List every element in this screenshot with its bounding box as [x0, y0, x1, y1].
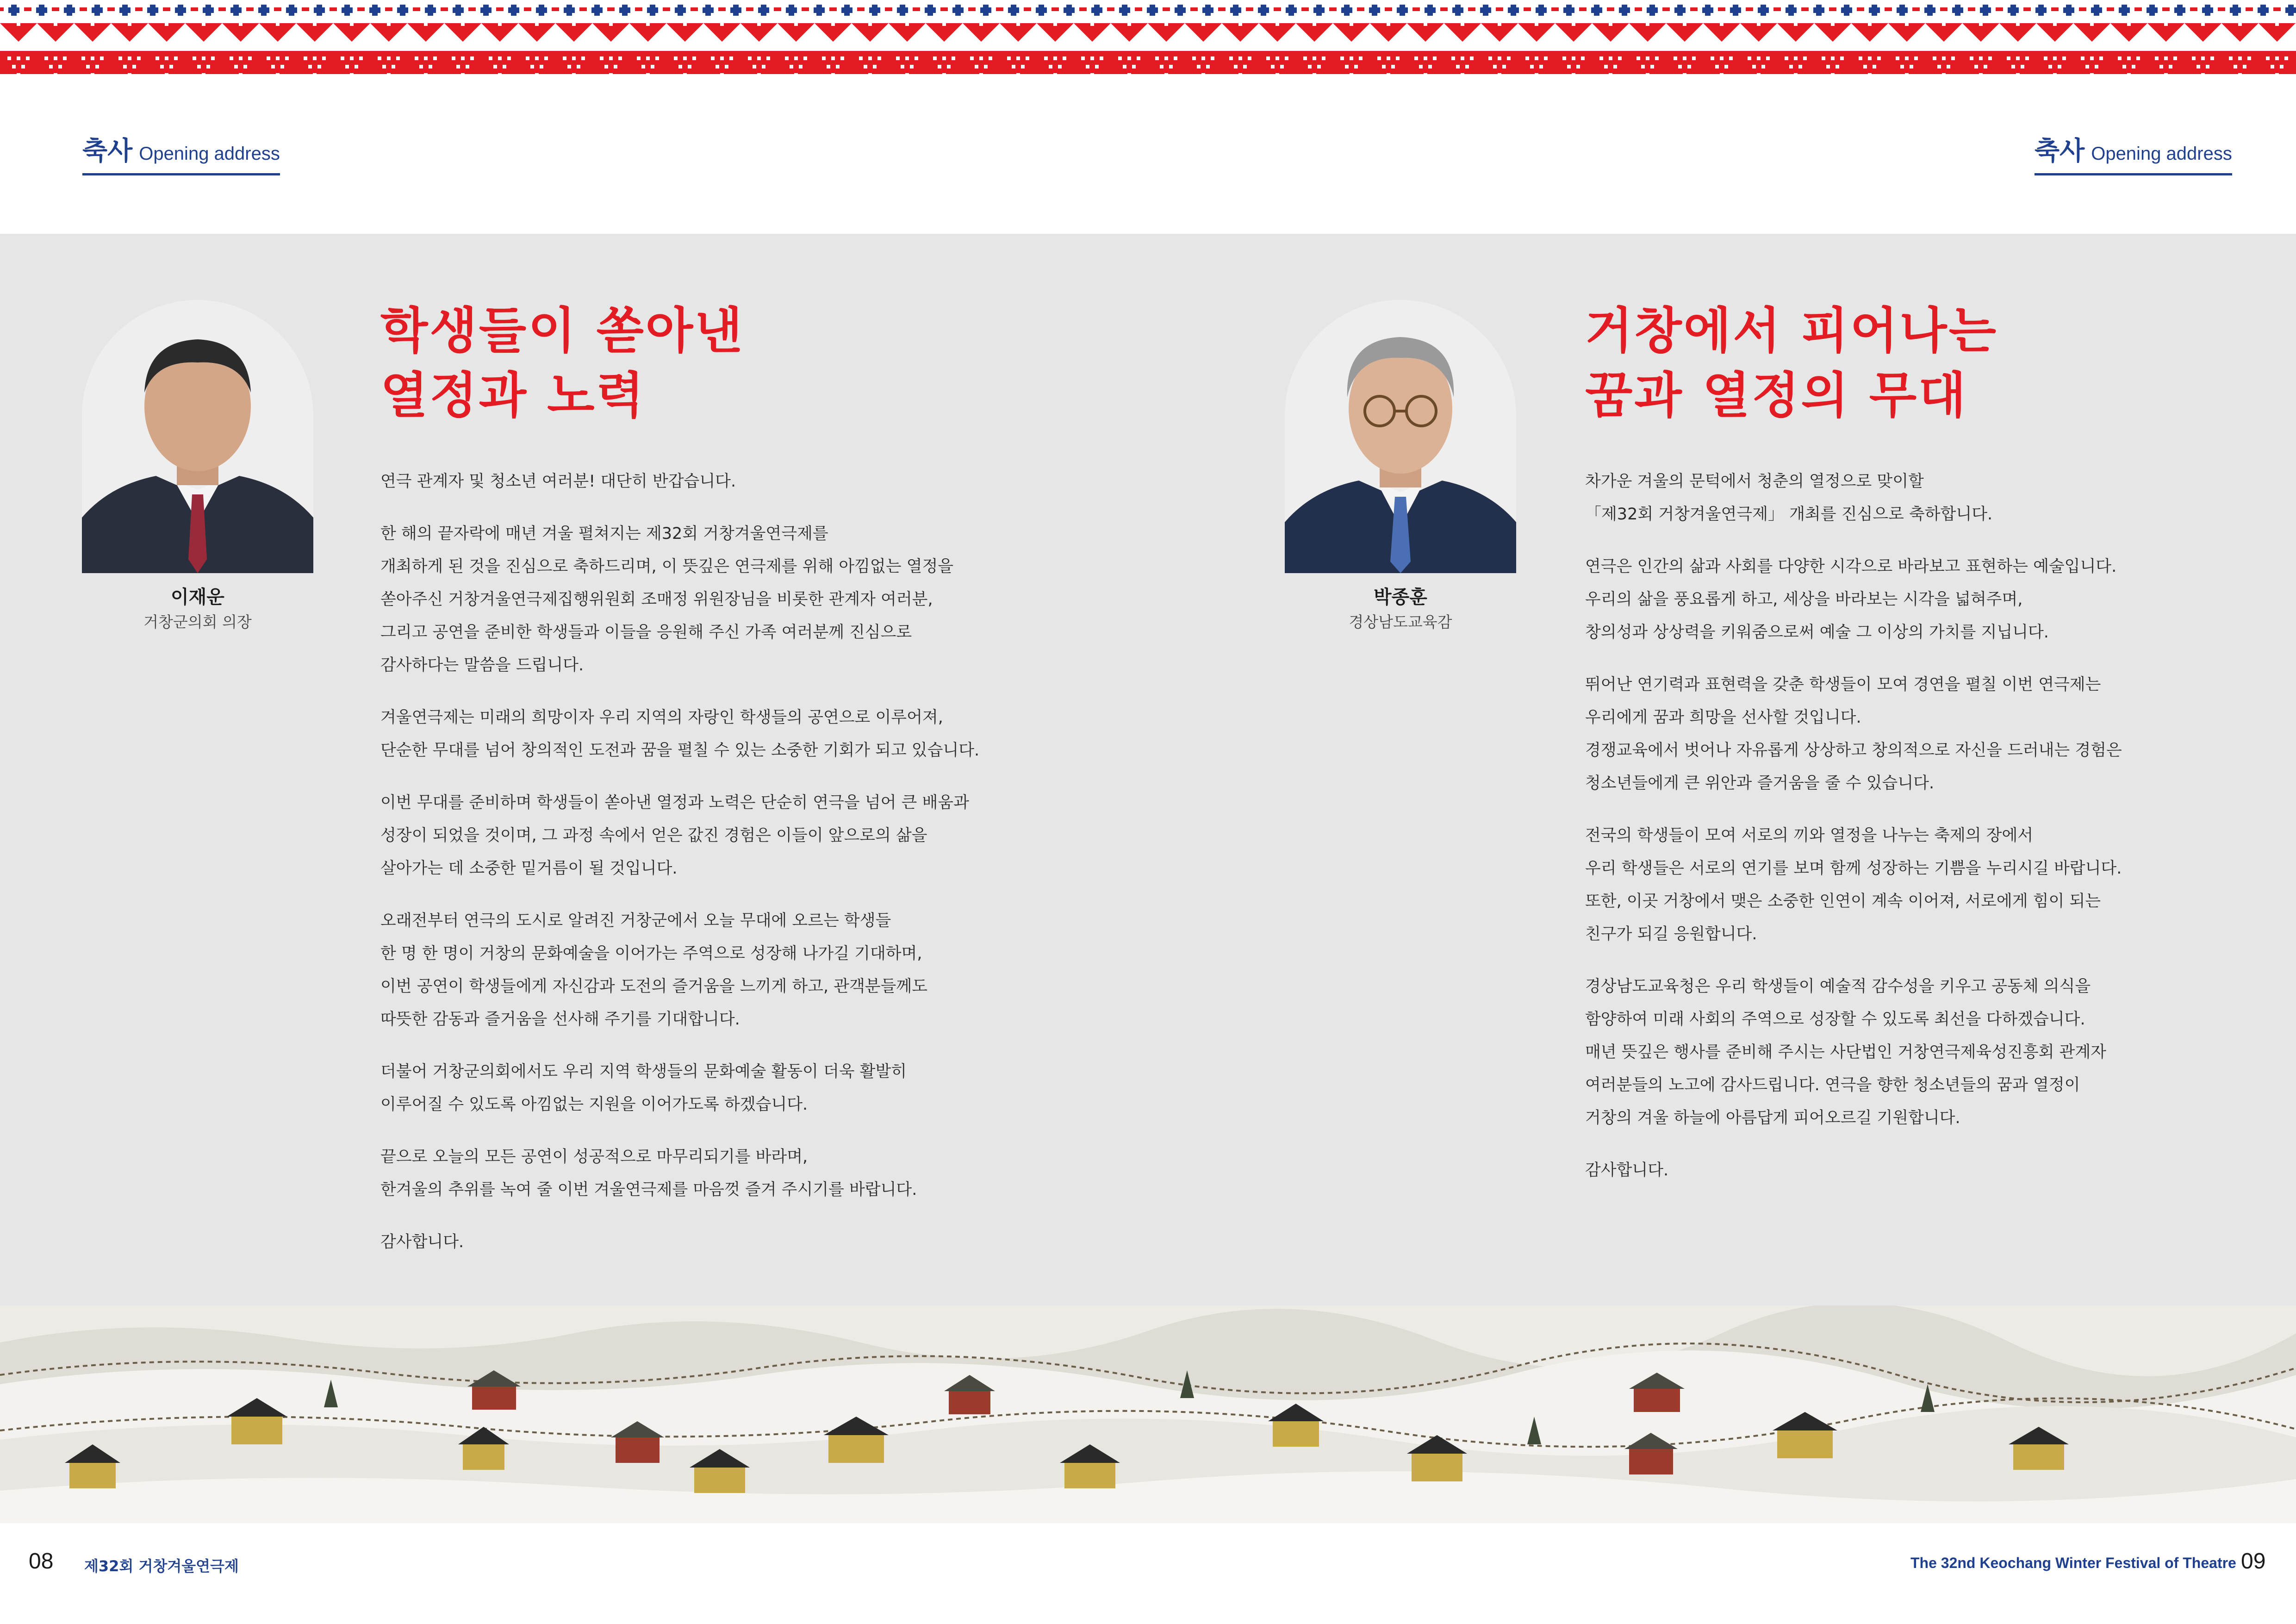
page-number: 08: [29, 1549, 54, 1574]
paragraph: [1585, 1154, 2279, 1187]
paragraph-line: 경쟁교육에서 벗어나 자유롭게 상상하고 창의적으로 자신을 드러내는 경험은: [1585, 741, 2122, 760]
paragraph-line: 우리에게 꿈과 희망을 선사할 것입니다.: [1585, 708, 1861, 727]
paragraph: [1585, 465, 2279, 531]
paragraph-line: 차가운 겨울의 문턱에서 청춘의 열정으로 맞이할: [1585, 472, 1924, 491]
paragraph-line: 오래전부터 연극의 도시로 알려진 거창군에서 오늘 무대에 오르는 학생들: [380, 912, 891, 930]
address-body: [380, 465, 1075, 1278]
headline-line: 거창에서 피어나는: [1585, 302, 1998, 359]
paragraph-line: 이루어질 수 있도록 아낌없는 지원을 이어가도록 하겠습니다.: [380, 1095, 808, 1114]
paragraph-line: 친구가 되길 응원합니다.: [1585, 925, 1757, 943]
paragraph-line: 「제32회 거창겨울연극제」 개최를 진심으로 축하합니다.: [1585, 505, 1993, 524]
paragraph-line: 한 해의 끝자락에 매년 겨울 펼쳐지는 제32회 거창겨울연극제를: [380, 525, 828, 543]
headline-line: 꿈과 열정의 무대: [1585, 367, 1968, 424]
paragraph-line: 연극 관계자 및 청소년 여러분! 대단히 반갑습니다.: [380, 472, 736, 491]
paragraph-line: 이번 무대를 준비하며 학생들이 쏟아낸 열정과 노력은 단순히 연극을 넘어 큰 배움과: [380, 793, 969, 812]
paragraph-line: 전국의 학생들이 모여 서로의 끼와 열정을 나누는 축제의 장에서: [1585, 826, 2034, 845]
address-body: [1585, 465, 2279, 1206]
paragraph-line: 한겨울의 추위를 녹여 줄 이번 겨울연극제를 마음껏 즐겨 주시기를 바랍니다.: [380, 1181, 917, 1199]
person-name: 이재운: [171, 587, 224, 608]
paragraph: [380, 1141, 1075, 1206]
person-role: 경상남도교육감: [1349, 613, 1452, 631]
paragraph-line: 여러분들의 노고에 감사드립니다. 연극을 향한 청소년들의 꿈과 열정이: [1585, 1076, 2080, 1094]
paragraph-line: 우리 학생들은 서로의 연기를 보며 함께 성장하는 기쁨을 누리시길 바랍니다.: [1585, 859, 2122, 878]
paragraph-line: 감사하다는 말씀을 드립니다.: [380, 656, 584, 675]
paragraph-line: 또한, 이곳 거창에서 맺은 소중한 인연이 계속 이어져, 서로에게 힘이 되는: [1585, 892, 2101, 911]
paragraph: [1585, 550, 2279, 649]
paragraph: [1585, 668, 2279, 800]
footer-title: 제32회 거창겨울연극제: [84, 1557, 239, 1575]
headline-line: 학생들이 쏟아낸: [380, 302, 744, 359]
section-label-ko: 축사: [82, 136, 133, 166]
paragraph: [380, 787, 1075, 885]
paragraph-line: 한 명 한 명이 거창의 문화예술을 이어가는 주역으로 성장해 나가길 기대하며,: [380, 944, 922, 963]
section-tag-right: [2035, 131, 2232, 175]
paragraph: [380, 465, 1075, 498]
paragraph: [1585, 970, 2279, 1135]
section-label-ko: 축사: [2035, 136, 2085, 166]
paragraph-line: 개최하게 된 것을 진심으로 축하드리며, 이 뜻깊은 연극제를 위해 아낌없는 열정을: [380, 557, 954, 576]
paragraph-line: 쏟아주신 거창겨울연극제집행위원회 조매정 위원장님을 비롯한 관계자 여러분,: [380, 590, 933, 609]
paragraph-line: 더불어 거창군의회에서도 우리 지역 학생들의 문화예술 활동이 더욱 활발히: [380, 1062, 907, 1081]
section-label-en: Opening address: [2091, 144, 2232, 164]
section-label-en: Opening address: [139, 144, 280, 164]
paragraph-line: 뛰어난 연기력과 표현력을 갖춘 학생들이 모여 경연을 펼칠 이번 연극제는: [1585, 675, 2101, 694]
paragraph-line: 감사합니다.: [1585, 1161, 1669, 1180]
person-role: 거창군의회 의장: [143, 613, 252, 631]
paragraph-line: 성장이 되었을 것이며, 그 과정 속에서 얻은 값진 경험은 이들이 앞으로의 삶을: [380, 826, 927, 845]
paragraph-line: 거창의 겨울 하늘에 아름답게 피어오르길 기원합니다.: [1585, 1109, 1960, 1127]
paragraph-line: 청소년들에게 큰 위안과 즐거움을 줄 수 있습니다.: [1585, 774, 1935, 793]
person-name: 박종훈: [1374, 587, 1427, 608]
winter-village-illustration: [0, 1305, 2296, 1523]
paragraph-line: 연극은 인간의 삶과 사회를 다양한 시각으로 바라보고 표현하는 예술입니다.: [1585, 557, 2117, 576]
portrait-photo: [82, 300, 313, 573]
footer-title: The 32nd Keochang Winter Festival of Theatre: [1910, 1555, 2236, 1571]
paragraph-line: 살아가는 데 소중한 밑거름이 될 것입니다.: [380, 859, 678, 878]
section-tag-left: [82, 131, 280, 175]
paragraph-line: 이번 공연이 학생들에게 자신감과 도전의 즐거움을 느끼게 하고, 관객분들께도: [380, 977, 928, 996]
paragraph-line: 함양하여 미래 사회의 주역으로 성장할 수 있도록 최선을 다하겠습니다.: [1585, 1010, 2085, 1029]
paragraph-line: 경상남도교육청은 우리 학생들이 예술적 감수성을 키우고 공동체 의식을: [1585, 977, 2091, 996]
paragraph-line: 따뜻한 감동과 즐거움을 선사해 주기를 기대합니다.: [380, 1010, 740, 1029]
paragraph-line: 매년 뜻깊은 행사를 준비해 주시는 사단법인 거창연극제육성진흥회 관계자: [1585, 1043, 2106, 1062]
headline: [380, 299, 744, 428]
paragraph: [380, 905, 1075, 1036]
paragraph-line: 우리의 삶을 풍요롭게 하고, 세상을 바라보는 시각을 넓혀주며,: [1585, 590, 2023, 609]
paragraph-line: 끝으로 오늘의 모든 공연이 성공적으로 마무리되기를 바라며,: [380, 1148, 808, 1166]
paragraph: [1585, 819, 2279, 951]
portrait-photo: [1285, 300, 1516, 573]
paragraph-line: 감사합니다.: [380, 1233, 464, 1251]
page-number: 09: [2241, 1549, 2266, 1574]
paragraph-line: 그리고 공연을 준비한 학생들과 이들을 응원해 주신 가족 여러분께 진심으로: [380, 623, 912, 642]
paragraph-line: 단순한 무대를 넘어 창의적인 도전과 꿈을 펼칠 수 있는 소중한 기회가 되고 있습니다.: [380, 741, 980, 760]
paragraph: [380, 518, 1075, 682]
knit-pattern-border: [0, 0, 2296, 74]
headline: [1585, 299, 1998, 428]
paragraph: [380, 1226, 1075, 1259]
paragraph: [380, 1056, 1075, 1121]
headline-line: 열정과 노력: [380, 367, 646, 424]
paragraph-line: 겨울연극제는 미래의 희망이자 우리 지역의 자랑인 학생들의 공연으로 이루어져,: [380, 708, 943, 727]
paragraph-line: 창의성과 상상력을 키워줌으로써 예술 그 이상의 가치를 지닙니다.: [1585, 623, 2049, 642]
paragraph: [380, 701, 1075, 767]
